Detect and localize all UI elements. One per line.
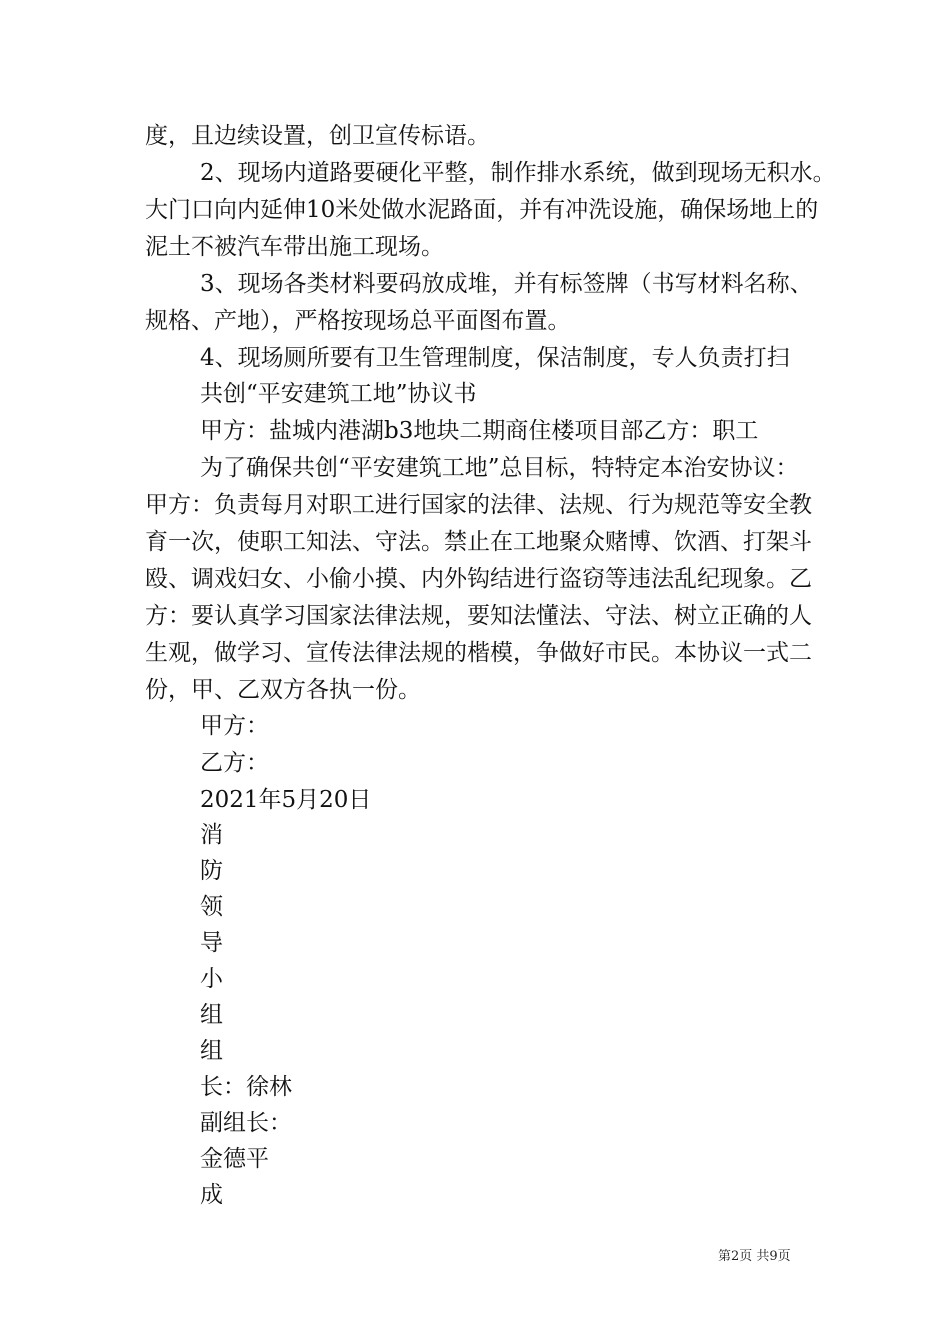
body-line: 为了确保共创“平安建筑工地”总目标，特特定本治安协议： — [200, 455, 799, 481]
body-line: 甲方：负责每月对职工进行国家的法律、法规、行为规范等安全教 — [145, 492, 812, 518]
body-line: 3、现场各类材料要码放成堆，并有标签牌（书写材料名称、 — [200, 271, 813, 297]
signature-party-b: 乙方： — [200, 750, 269, 776]
vertical-char: 组 — [200, 1002, 223, 1028]
body-line: 规格、产地），严格按现场总平面图布置。 — [145, 308, 571, 334]
member-label: 成 — [200, 1182, 223, 1208]
body-line: 泥土不被汽车带出施工现场。 — [145, 234, 444, 260]
deputy-leader-label: 副组长： — [200, 1110, 292, 1136]
vertical-char: 消 — [200, 822, 223, 848]
body-line: 生观，做学习、宣传法律法规的楷模，争做好市民。本协议一式二 — [145, 640, 812, 666]
vertical-char: 小 — [200, 966, 223, 992]
signature-party-a: 甲方： — [200, 713, 269, 739]
body-line: 育一次，使职工知法、守法。禁止在工地聚众赌博、饮酒、打架斗 — [145, 529, 812, 555]
vertical-char: 防 — [200, 858, 223, 884]
vertical-char: 领 — [200, 894, 223, 920]
agreement-title: 共创“平安建筑工地”协议书 — [200, 381, 477, 407]
signature-date: 2021年5月20日 — [200, 787, 372, 813]
body-line: 殴、调戏妇女、小偷小摸、内外钩结进行盗窃等违法乱纪现象。乙 — [145, 566, 812, 592]
vertical-char: 组 — [200, 1038, 223, 1064]
body-line: 方：要认真学习国家法律法规，要知法懂法、守法、树立正确的人 — [145, 603, 812, 629]
body-line: 份，甲、乙双方各执一份。 — [145, 677, 421, 703]
body-line: 4、现场厕所要有卫生管理制度，保洁制度，专人负责打扫 — [200, 345, 790, 371]
leader-line: 长：徐林 — [200, 1074, 292, 1100]
deputy-leader-name: 金德平 — [200, 1146, 269, 1172]
body-line: 甲方：盐城内港湖b3地块二期商住楼项目部乙方：职工 — [200, 418, 759, 444]
vertical-char: 导 — [200, 930, 223, 956]
body-line: 大门口向内延伸10米处做水泥路面，并有冲洗设施，确保场地上的 — [145, 197, 819, 223]
page-number: 第2页 共9页 — [718, 1249, 791, 1264]
body-line: 2、现场内道路要硬化平整，制作排水系统，做到现场无积水。 — [200, 160, 836, 186]
body-line: 度，且边续设置，创卫宣传标语。 — [145, 123, 490, 149]
